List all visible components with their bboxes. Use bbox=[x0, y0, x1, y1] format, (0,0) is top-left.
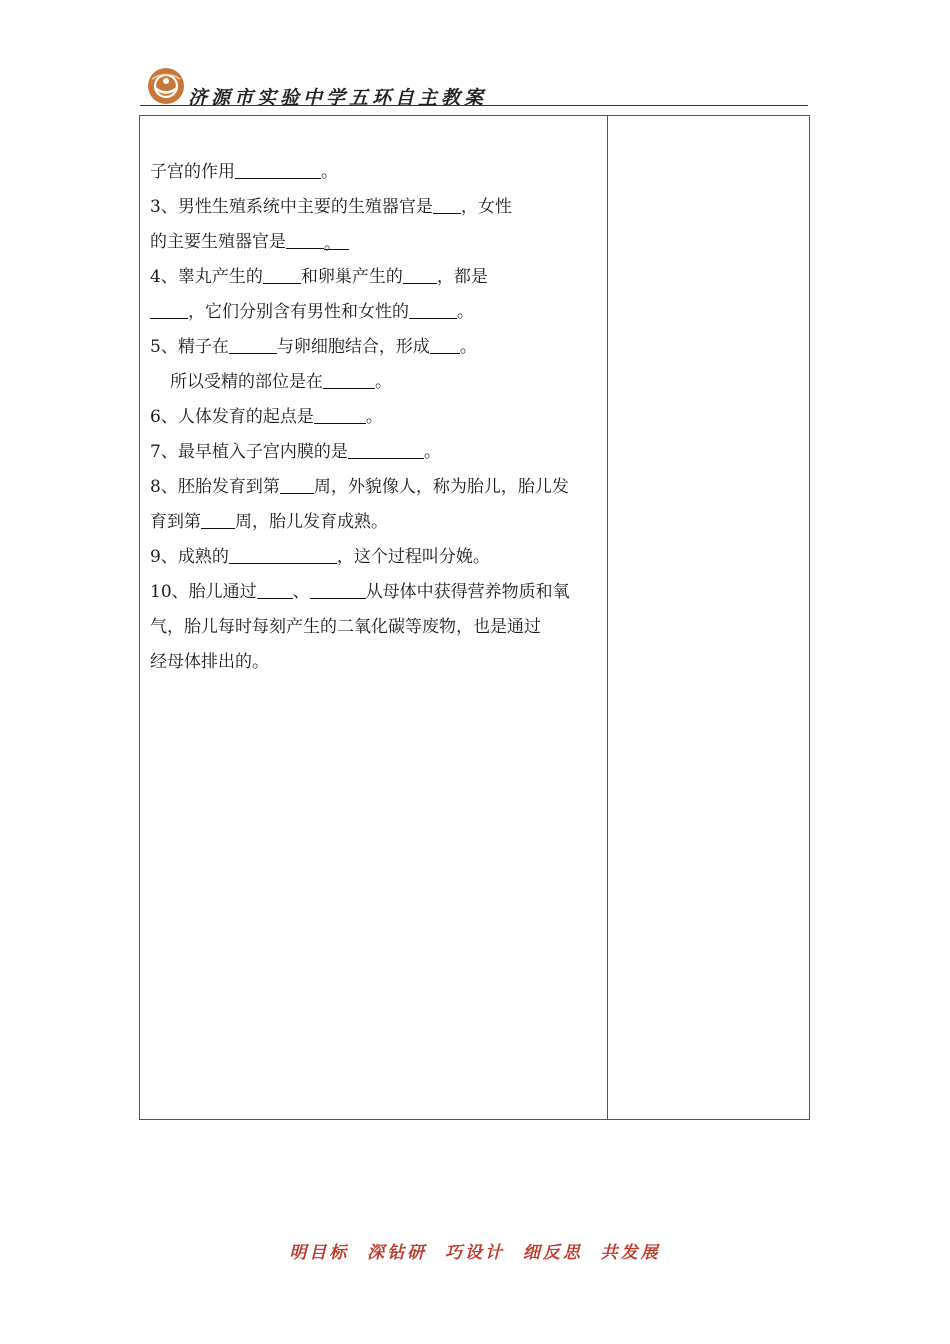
answer-blank[interactable] bbox=[235, 156, 321, 179]
question-text: 从母体中获得营养物质和氧 bbox=[365, 582, 570, 602]
question-8-cont bbox=[150, 505, 602, 540]
question-text: 10、胎儿通过 bbox=[150, 582, 257, 602]
question-6 bbox=[150, 400, 602, 435]
answer-blank[interactable] bbox=[229, 331, 277, 354]
notes-cell[interactable] bbox=[608, 116, 809, 1119]
header-divider bbox=[140, 105, 808, 106]
question-text: ，这个过程叫分娩。 bbox=[336, 547, 490, 567]
question-text: 4、睾丸产生的 bbox=[150, 267, 263, 287]
answer-blank[interactable] bbox=[314, 401, 366, 424]
question-8 bbox=[150, 470, 602, 505]
question-text: 。 bbox=[321, 162, 338, 182]
question-text: 、 bbox=[292, 582, 310, 602]
school-title: 济源市实验中学五环自主教案 bbox=[188, 87, 488, 109]
question-text: ，它们分别含有男性和女性的 bbox=[188, 302, 409, 322]
school-logo-icon bbox=[146, 66, 186, 106]
footer-motto: 明目标 深钻研 巧设计 细反思 共发展 bbox=[289, 1243, 661, 1263]
answer-blank[interactable] bbox=[150, 296, 188, 319]
question-7 bbox=[150, 435, 602, 470]
question-text: 和卵巢产生的 bbox=[300, 267, 403, 287]
question-text: 。 bbox=[459, 337, 477, 357]
question-10-cont bbox=[150, 610, 602, 645]
answer-blank[interactable] bbox=[403, 261, 437, 284]
question-text: 。 bbox=[457, 302, 474, 322]
question-text: 。 bbox=[365, 407, 383, 427]
question-5 bbox=[150, 330, 602, 365]
lesson-table bbox=[139, 115, 810, 1120]
question-text: ，都是 bbox=[436, 267, 488, 287]
question-text: 5、精子在 bbox=[150, 337, 229, 357]
answer-blank[interactable] bbox=[409, 296, 457, 319]
question-text: 。 bbox=[375, 372, 392, 392]
question-5-cont bbox=[150, 365, 602, 400]
answer-blank[interactable] bbox=[229, 541, 337, 564]
question-text: 子宫的作用 bbox=[150, 162, 235, 182]
question-text: 9、成熟的 bbox=[150, 547, 229, 567]
question-4 bbox=[150, 260, 602, 295]
content-cell bbox=[140, 116, 608, 1119]
question-text: 6、人体发育的起点是 bbox=[150, 407, 314, 427]
question-text: 3、男性生殖系统中主要的生殖器官是 bbox=[150, 197, 433, 217]
question-text: 与卵细胞结合，形成 bbox=[276, 337, 430, 357]
question-text: 所以受精的部位是在 bbox=[170, 372, 323, 392]
answer-blank[interactable] bbox=[430, 331, 460, 354]
answer-blank[interactable] bbox=[348, 436, 424, 459]
question-10 bbox=[150, 575, 602, 610]
question-text: 育到第 bbox=[150, 512, 201, 532]
question-text: 。 bbox=[324, 227, 349, 250]
question-text: ，女性 bbox=[460, 197, 512, 217]
answer-blank[interactable] bbox=[280, 471, 314, 494]
answer-blank[interactable] bbox=[286, 226, 324, 249]
question-text: 气，胎儿每时每刻产生的二氧化碳等废物，也是通过 bbox=[150, 617, 541, 637]
question-10-cont2 bbox=[150, 645, 602, 680]
question-3 bbox=[150, 190, 602, 225]
question-text: 经母体排出的。 bbox=[150, 652, 269, 672]
answer-blank[interactable] bbox=[310, 576, 366, 599]
answer-blank[interactable] bbox=[323, 366, 375, 389]
answer-blank[interactable] bbox=[201, 506, 235, 529]
question-text: 周，胎儿发育成熟。 bbox=[235, 512, 388, 532]
question-text: 。 bbox=[423, 442, 441, 462]
answer-blank[interactable] bbox=[257, 576, 293, 599]
answer-blank[interactable] bbox=[433, 191, 461, 214]
page-header bbox=[140, 64, 808, 108]
question-text: 8、胚胎发育到第 bbox=[150, 477, 280, 497]
question-text: 周，外貌像人，称为胎儿，胎儿发 bbox=[313, 477, 569, 497]
question-2-tail bbox=[150, 155, 602, 190]
answer-blank[interactable] bbox=[263, 261, 301, 284]
question-9 bbox=[150, 540, 602, 575]
question-text: 7、最早植入子宫内膜的是 bbox=[150, 442, 348, 462]
question-text: 的主要生殖器官是 bbox=[150, 232, 286, 252]
question-list bbox=[150, 155, 602, 680]
question-4-cont bbox=[150, 295, 602, 330]
question-3-cont bbox=[150, 225, 602, 260]
